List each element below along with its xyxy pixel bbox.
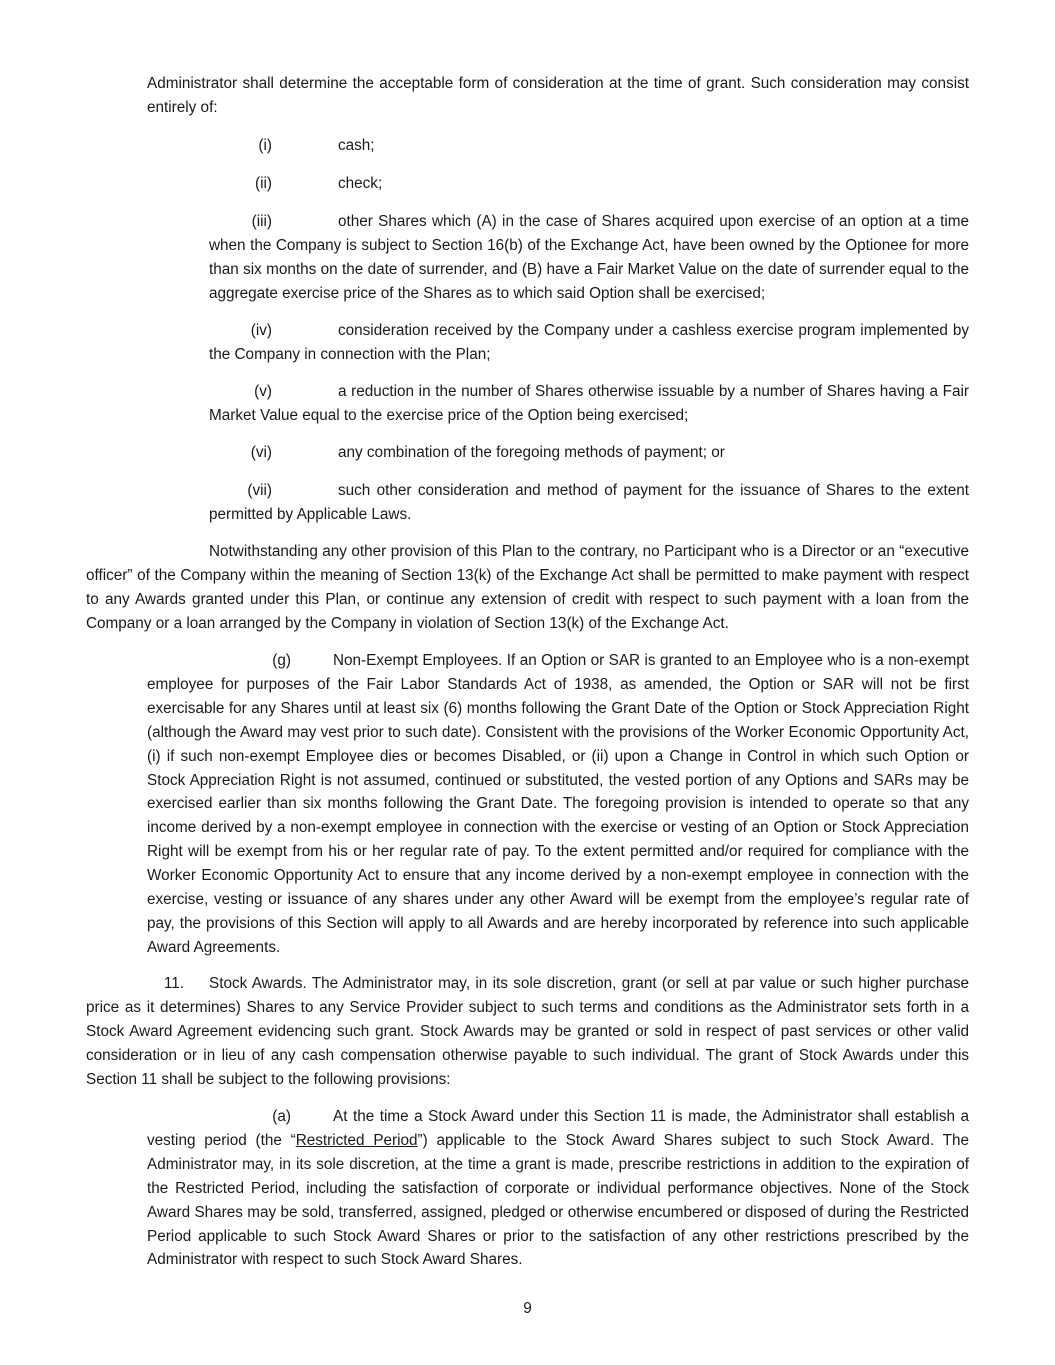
- page-number: 9: [523, 1300, 532, 1317]
- item-text: cash;: [338, 137, 375, 154]
- item-text: any combination of the foregoing methods of payment; or: [338, 444, 725, 461]
- section-number: (g): [272, 652, 291, 669]
- item-text: such other consideration and method of payment for the issuance of Shares to the extent permitted by Applicable Laws.: [209, 482, 969, 523]
- section-number: 11.: [163, 975, 184, 992]
- section-text-before: At the time a Stock Award under this Section 11 is made, the Administrator shall establish a vesting period (the “: [147, 1108, 969, 1149]
- section-g-paragraph: [147, 649, 969, 960]
- section-text-after: ”) applicable to the Stock Award Shares subject to such Stock Award. The Administrator may, in its sole discretion, at the time a grant is made, prescribe restrictions in addition to the expiration of the Restricted Period, including the satisfaction of corporate or individual performance objectives. None of the Stock Award Shares may be sold, transferred, assigned, pledged or otherwise encumbered or disposed of during the Restricted Period applicable to such Stock Award Shares or prior to the satisfaction of any other restrictions prescribed by the Administrator with respect to such Stock Award Shares.: [147, 1131, 969, 1269]
- section-a-paragraph: [147, 1105, 969, 1272]
- intro-paragraph: Administrator shall determine the acceptable form of consideration at the time of grant. Such consideration may consist entirely of:: [147, 75, 969, 116]
- item-number: (vi): [250, 444, 272, 461]
- item-number: (iii): [251, 213, 272, 230]
- consideration-item: [209, 479, 969, 527]
- consideration-item: [209, 319, 969, 367]
- consideration-item: [209, 380, 969, 428]
- section-text: Stock Awards. The Administrator may, in its sole discretion, grant (or sell at par value or such higher purchase price as it determines) Shares to any Service Provider subject to such terms and conditions as the Administrator sets forth in a Stock Award Agreement evidencing such grant. Stock Awards may be granted or sold in respect of past services or other valid consideration or in lieu of any cash compensation otherwise payable to such individual. The grant of Stock Awards under this Section 11 shall be subject to the following provisions:: [86, 975, 969, 1088]
- item-text: check;: [338, 175, 383, 192]
- item-text: consideration received by the Company under a cashless exercise program implemented by the Company in connection with the Plan;: [209, 322, 969, 363]
- item-text: a reduction in the number of Shares otherwise issuable by a number of Shares having a Fair Market Value equal to the exercise price of the Option being exercised;: [209, 383, 969, 424]
- defined-term: Restricted Period: [295, 1131, 418, 1149]
- item-number: (i): [258, 137, 272, 154]
- consideration-item: [209, 210, 969, 306]
- item-number: (iv): [250, 322, 272, 339]
- notwithstanding-paragraph: Notwithstanding any other provision of this Plan to the contrary, no Participant who is a Director or an “executive officer” of the Company within the meaning of Section 13(k) of the Exchange Act shall be permitted to make payment with respect to any Awards granted under this Plan, or continue any extension of credit with respect to such payment with a loan from the Company or a loan arranged by the Company in violation of Section 13(k) of the Exchange Act.: [86, 543, 969, 632]
- item-text: other Shares which (A) in the case of Shares acquired upon exercise of an option at a time when the Company is subject to Section 16(b) of the Exchange Act, have been owned by the Optionee for more than six months on the date of surrender, and (B) have a Fair Market Value on the date of surrender equal to the aggregate exercise price of the Shares as to which said Option shall be exercised;: [209, 213, 969, 302]
- item-number: (vii): [247, 482, 272, 499]
- item-number: (ii): [255, 175, 272, 192]
- section-text: Non-Exempt Employees. If an Option or SAR is granted to an Employee who is a non-exempt employee for purposes of the Fair Labor Standards Act of 1938, as amended, the Option or SAR will not be first exercisable for any Shares until at least six (6) months following the Grant Date of the Option or Stock Appreciation Right (although the Award may vest prior to such date). Consistent with the provisions of the Worker Economic Opportunity Act, (i) if such non-exempt Employee dies or becomes Disabled, or (ii) upon a Change in Control in which such Option or Stock Appreciation Right is not assumed, continued or substituted, the vested portion of any Options and SARs may be exercised earlier than six months following the Grant Date. The foregoing provision is intended to operate so that any income derived by a non-exempt employee in connection with the exercise or vesting of an Option or Stock Appreciation Right will be exempt from his or her regular rate of pay. To the extent permitted and/or required for compliance with the Worker Economic Opportunity Act to ensure that any income derived by a non-exempt employee in connection with the exercise, vesting or issuance of any shares under any other Award will be exempt from the employee’s regular rate of pay, the provisions of this Section will apply to all Awards and are hereby incorporated by reference into such applicable Award Agreements.: [147, 652, 969, 956]
- item-number: (v): [254, 383, 272, 400]
- section-11-paragraph: [86, 972, 969, 1092]
- section-number: (a): [272, 1108, 291, 1125]
